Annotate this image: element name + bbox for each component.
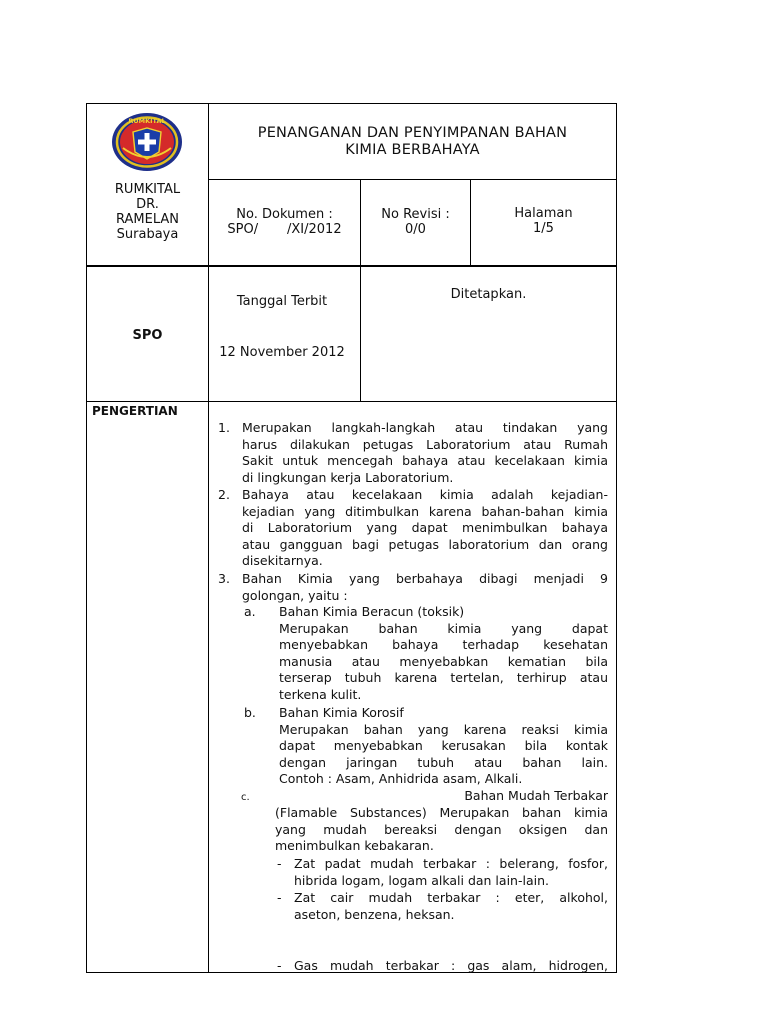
sub-b-line: dengan jaringan tubuh atau bahan lain.	[279, 754, 608, 770]
pengertian-label: PENGERTIAN	[92, 404, 178, 418]
revision-value: 0/0	[405, 222, 426, 237]
hospital-logo	[111, 112, 183, 172]
page-number	[471, 206, 616, 236]
item-2-line: disekitarnya.	[242, 553, 323, 569]
sub-c-mark: c.	[241, 792, 250, 803]
org-line-2: DR.	[136, 197, 159, 212]
item-2	[242, 487, 608, 570]
issue-date: 12 November 2012	[219, 345, 345, 360]
dash-2: -	[277, 890, 282, 905]
sub-c-title: Bahan Mudah Terbakar	[464, 788, 608, 803]
dash-item-2-line: Zat cair mudah terbakar : eter, alkohol,	[294, 890, 608, 905]
table-border-top	[86, 103, 617, 104]
approved-label: Ditetapkan.	[450, 287, 527, 302]
sub-c-line: yang mudah bereaksi dengan oksigen dan	[275, 821, 608, 837]
page-value: 1/5	[533, 221, 554, 236]
org-name	[87, 182, 208, 242]
title-line-1: PENANGANAN DAN PENYIMPANAN BAHAN	[257, 125, 568, 141]
doc-number-label: No. Dokumen :	[236, 207, 333, 222]
item-3	[242, 571, 608, 604]
issue-date-label: Tanggal Terbit	[236, 294, 328, 309]
item-1-line: harus dilakukan petugas Laboratorium atau Rumah	[242, 436, 608, 452]
sub-b-line: Merupakan bahan yang karena reaksi kimia	[279, 721, 608, 737]
item-1-line: di lingkungan kerja Laboratorium.	[242, 469, 454, 485]
document-title	[209, 125, 616, 159]
sub-b-mark: b.	[244, 705, 256, 720]
item-3-number: 3.	[218, 571, 230, 586]
sub-a-line: terkena kulit.	[279, 686, 362, 702]
logo-text: RUMKITAL	[128, 117, 166, 125]
org-line-3: RAMELAN	[116, 212, 179, 227]
sub-c	[275, 805, 608, 855]
dash-item-2	[294, 890, 608, 923]
revision	[361, 207, 470, 237]
dash-item-3-line: Gas mudah terbakar : gas alam, hidrogen,	[294, 958, 608, 973]
dash-3: -	[277, 958, 282, 973]
title-line-2: KIMIA BERBAHAYA	[345, 142, 480, 158]
sub-b	[279, 705, 608, 788]
doc-number	[209, 207, 360, 237]
table-border-right	[616, 103, 617, 973]
sub-a-mark: a.	[244, 604, 256, 619]
sub-a-line: Merupakan bahan kimia yang dapat	[279, 620, 608, 636]
sub-a-line: menyebabkan bahaya terhadap kesehatan	[279, 637, 608, 653]
item-3-line: golongan, yaitu :	[242, 587, 348, 603]
dash-item-1-line: hibrida logam, logam alkali dan lain-lain.	[294, 872, 549, 888]
revision-label: No Revisi :	[381, 207, 450, 222]
item-2-line: di Laboratorium yang dapat menimbulkan bahaya	[242, 520, 608, 536]
header-rule-2	[86, 265, 617, 267]
sub-c-line: (Flamable Substances) Merupakan bahan kimia	[275, 805, 608, 820]
dash-item-3	[294, 958, 608, 975]
spo-rule	[86, 401, 617, 402]
sub-a-line: terserap tubuh karena tertelan, terhirup atau	[279, 670, 608, 686]
item-1-line: Merupakan langkah-langkah atau tindakan yang	[242, 420, 608, 435]
header-rule-1	[208, 179, 617, 180]
item-3-line: Bahan Kimia yang berbahaya dibagi menjadi 9	[242, 571, 608, 586]
doc-number-value: SPO/ /XI/2012	[227, 222, 342, 237]
item-1-number: 1.	[218, 420, 230, 435]
sub-a	[279, 604, 608, 704]
item-2-line: atau gangguan bagi petugas laboratorium dan orang	[242, 536, 608, 552]
sub-b-line: Contoh : Asam, Anhidrida asam, Alkali.	[279, 771, 523, 787]
sub-b-line: dapat menyebabkan kerusakan bila kontak	[279, 738, 608, 754]
dash-item-1-line: Zat padat mudah terbakar : belerang, fosfor,	[294, 856, 608, 871]
sub-b-title: Bahan Kimia Korosif	[279, 705, 404, 720]
spo-label: SPO	[132, 328, 163, 343]
dash-item-1	[294, 856, 608, 889]
sub-a-title: Bahan Kimia Beracun (toksik)	[279, 604, 465, 619]
item-2-line: kejadian yang ditimbulkan karena bahan-bahan kimia	[242, 503, 608, 519]
item-2-line: Bahaya atau kecelakaan kimia adalah kejadian-	[242, 487, 608, 502]
page-label: Halaman	[514, 206, 573, 221]
item-1-line: Sakit untuk mencegah bahaya atau kecelakaan kimia	[242, 453, 608, 469]
sub-c-line: menimbulkan kebakaran.	[275, 838, 434, 854]
item-1	[242, 420, 608, 486]
item-2-number: 2.	[218, 487, 230, 502]
org-line-4: Surabaya	[116, 227, 179, 242]
sub-a-line: manusia atau menyebabkan kematian bila	[279, 653, 608, 669]
dash-item-2-line: aseton, benzena, heksan.	[294, 906, 455, 922]
org-line-1: RUMKITAL	[114, 182, 181, 197]
dash-1: -	[277, 856, 282, 871]
